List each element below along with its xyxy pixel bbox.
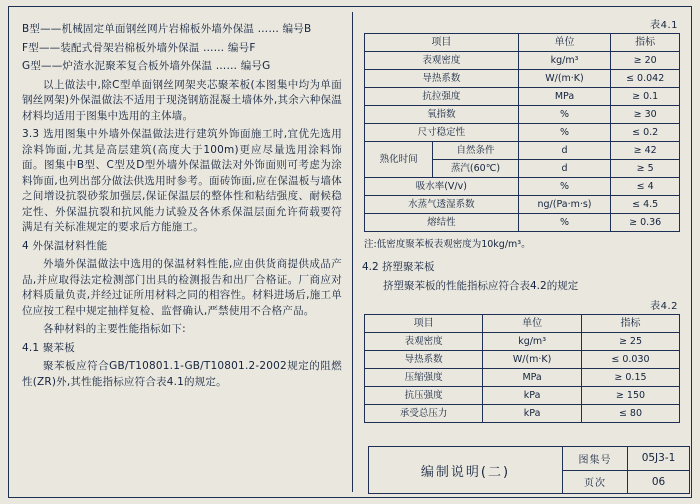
cell-unit: kg/m³ [483,333,582,351]
table-4-2 [364,314,680,423]
table-row [365,88,680,106]
title-block-sheet-name: 编制说明(二) [369,447,563,493]
table-4-2-caption: 表4.2 [650,301,678,312]
heading-4-material-performance: 4 外保温材料性能 [22,239,108,252]
page-columns [14,12,686,496]
cell-unit: kPa [483,387,582,405]
table-row [365,333,680,351]
th-index: 指标 [581,315,679,333]
title-block-row-drawing-no [563,447,689,471]
paragraph-indicators-intro: 各种材料的主要性能指标如下: [43,323,186,335]
table-row [365,106,680,124]
cell-unit: MPa [518,88,611,106]
cell-value: ≤ 0.042 [611,70,680,88]
paragraph-3-3: 3.3 选用图集中外墙外保温做法进行建筑外饰面施工时,宜优先选用涂料饰面,尤其是高层建筑(高度大于100m)更应尽量选用涂料饰面。图集中B型、C型及D型外墙外保温做法对外饰面则可考虑为涂料饰面,也列出部分做法供选用时参考。面砖饰面,应在保温板与墙体之间增设抗裂砂浆加强层,保证保温层的整体性和粘结强度、耐候稳定性、外保温抗裂和抗风能力试验及各休系保温层面允许荷载要符满足有关标准规定的要求后方能施工。 [22,128,342,233]
cell-value: ≤ 0.2 [611,124,680,142]
cell-label: 抗拉强度 [365,88,519,106]
table-4-1-note: 注:低密度聚苯板表观密度为10kg/m³。 [364,239,531,250]
left-text-column [14,12,352,496]
cell-label: 熔结性 [365,214,519,232]
table-row [365,124,680,142]
table-row [365,196,680,214]
table-row [365,387,680,405]
table-row [365,369,680,387]
cell-unit: kPa [483,405,582,423]
paragraph-material-supply: 外墙外保温做法中选用的保温材料性能,应由供货商提供成品产品,并应取得法定检测部门出具的检测报告和出厂合格证。厂商应对材料质量负责,并经过证所用材料之同的相容性。材料进场后,施工单位应按工程中规定抽样复检、监督确认,严禁使用不合格产品。 [22,258,342,317]
cell-unit: d [518,142,611,160]
table-4-1 [364,33,680,232]
table-row [365,405,680,423]
cell-value: ≥ 0.15 [581,369,679,387]
paragraph-applicability: 以上做法中,除C型单面钢丝网架夹芯聚苯板(本图集中均为单面钢丝网架)外保温做法不适用于现浇钢筋混凝土墙体外,其余六种保温材料均适用于图集中选用的主体墙。 [22,78,342,122]
heading-4-2-xps-board: 4.2 挤塑聚苯板 [362,261,435,273]
cell-value: ≥ 0.1 [611,88,680,106]
right-table-column [352,12,686,496]
cell-unit: d [518,160,611,178]
cell-label: 吸水率(V/v) [365,178,519,196]
cell-label-merged: 熟化时间 [365,142,433,178]
table-row [365,52,680,70]
cell-value: ≥ 30 [611,106,680,124]
cell-value: ≥ 150 [581,387,679,405]
paragraph-4-2-text: 挤塑聚苯板的性能指标应符合表4.2的规定 [383,279,579,292]
cell-label: 表观密度 [365,52,519,70]
cell-sublabel: 自然条件 [433,142,518,160]
cell-label: 导热系数 [365,351,483,369]
cell-value: ≤ 80 [581,405,679,423]
drawing-no-label: 图集号 [563,447,628,470]
table-4-1-caption: 表4.1 [650,20,678,31]
cell-unit: MPa [483,369,582,387]
cell-value: ≥ 20 [611,52,680,70]
cell-label: 承受总压力 [365,405,483,423]
cell-label: 尺寸稳定性 [365,124,519,142]
table-row-header [365,34,680,52]
table-row [365,178,680,196]
th-unit: 单位 [483,315,582,333]
cell-value: ≤ 0.030 [581,351,679,369]
cell-unit: % [518,106,611,124]
cell-value: ≤ 4.5 [611,196,680,214]
paragraph-b-type: B型——机械固定单面钢丝网片岩棉板外墙外保温 …… 编号B [22,23,312,35]
cell-unit: ng/(Pa·m·s) [518,196,611,214]
page-value: 06 [651,475,666,488]
title-block [368,446,690,494]
table-row [365,142,680,160]
cell-label: 氧指数 [365,106,519,124]
cell-unit: kg/m³ [518,52,611,70]
page-label: 页次 [563,471,628,494]
cell-label: 导热系数 [365,70,519,88]
paragraph-g-type: G型——炉渣水泥聚苯复合板外墙外保温 …… 编号G [22,60,271,72]
cell-unit: % [518,214,611,232]
table-row [365,70,680,88]
cell-unit: W/(m·K) [518,70,611,88]
table-row [365,351,680,369]
title-block-row-page [563,471,689,494]
cell-unit: % [518,124,611,142]
heading-4-1-eps-board: 4.1 聚苯板 [22,341,75,354]
cell-label: 表观密度 [365,333,483,351]
title-block-fields [563,447,689,493]
paragraph-f-type: F型——装配式骨架岩棉板外墙外保温 …… 编号F [22,41,256,54]
th-index: 指标 [611,34,680,52]
cell-label: 水蒸气透湿系数 [365,196,519,214]
table-row [365,214,680,232]
drawing-no-value: 05J3-1 [641,452,676,465]
cell-unit: W/(m·K) [483,351,582,369]
th-item: 项目 [365,34,519,52]
cell-value: ≤ 4 [611,178,680,196]
cell-value: ≥ 25 [581,333,679,351]
cell-value: ≥ 42 [611,142,680,160]
cell-value: ≥ 5 [611,160,680,178]
th-item: 项目 [365,315,483,333]
th-unit: 单位 [518,34,611,52]
paragraph-eps-standard: 聚苯板应符合GB/T10801.1-GB/T10801.2-2002规定的阻燃性(ZR)外,其性能指标应符合表4.1的规定。 [22,360,342,388]
cell-label: 压缩强度 [365,369,483,387]
cell-unit: % [518,178,611,196]
cell-label: 抗压强度 [365,387,483,405]
cell-sublabel: 蒸汽(60℃) [433,160,518,178]
table-row-header [365,315,680,333]
cell-value: ≥ 0.36 [611,214,680,232]
